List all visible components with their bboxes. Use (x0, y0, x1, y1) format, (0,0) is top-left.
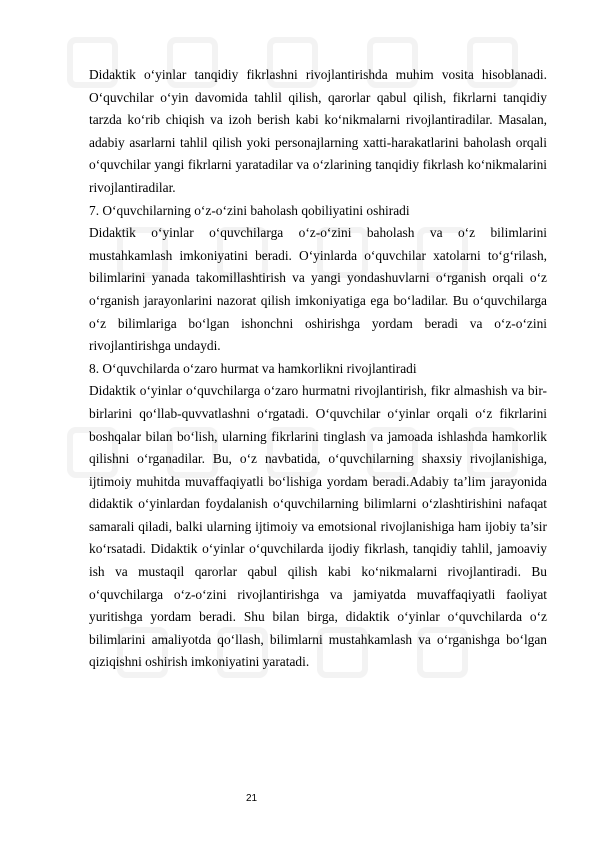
heading-respect-cooperation: 8. O‘quvchilarda o‘zaro hurmat va hamkorlikni rivojlantiradi (89, 360, 417, 376)
document-body (89, 64, 547, 674)
page-number: 21 (246, 793, 258, 804)
paragraph-respect-cooperation: Didaktik o‘yinlar o‘quvchilarga o‘zaro hurmatni rivojlantirish, fikr almashish va bir-birlarini qo‘llab-quvvatlashni o‘rgatadi. O‘quvchilar o‘yinlar orqali o‘z fikrlarini boshqalar bilan bo‘lish, ularning fikrlarini tinglash va jamoada ishlashda hamkorlik qilishni o‘rganadilar. Bu, o‘z navbatida, o‘quvchilarning shaxsiy rivojlanishiga, ijtimoiy muhitda muvaffaqiyatli bo‘lishiga yordam beradi.Adabiy ta’lim jarayonida didaktik o‘yinlardan foydalanish o‘quvchilarning bilimlarni o‘zlashtirishini nafaqat samarali qiladi, balki ularning ijtimoiy va emotsional rivojlanishiga ham ijobiy ta’sir ko‘rsatadi. Didaktik o‘yinlar o‘quvchilarda ijodiy fikrlash, tanqidiy tahlil, jamoaviy ish va mustaqil qarorlar qabul qilish kabi ko‘nikmalarni rivojlantiradi. Bu o‘quvchilarga o‘z-o‘zini rivojlantirishga va jamiyatda muvaffaqiyatli faoliyat yuritishga yordam beradi. Shu bilan birga, didaktik o‘yinlar o‘quvchilarda o‘z bilimlarini amaliyotda qo‘llash, bilimlarni mustahkamlash va o‘rganishga bo‘lgan qiziqishni oshirish imkoniyatini yaratadi. (89, 383, 547, 670)
heading-self-assessment: 7. O‘quvchilarning o‘z-o‘zini baholash qobiliyatini oshiradi (89, 202, 410, 218)
paragraph-self-assessment: Didaktik o‘yinlar o‘quvchilarga o‘z-o‘zini baholash va o‘z bilimlarini mustahkamlash imkoniyatini beradi. O‘yinlarda o‘quvchilar xatolarni to‘g‘rilash, bilimlarini yanada takomillashtirish va yangi yondashuvlarni o‘rganish orqali o‘z o‘rganish jarayonlarini nazorat qilish imkoniyatiga ega bo‘ladilar. Bu o‘quvchilarga o‘z bilimlariga bo‘lgan ishonchni oshirishga yordam beradi va o‘z-o‘zini rivojlantirishga undaydi. (89, 225, 547, 354)
paragraph-critical-thinking: Didaktik o‘yinlar tanqidiy fikrlashni rivojlantirishda muhim vosita hisoblanadi. O‘quvchilar o‘yin davomida tahlil qilish, qarorlar qabul qilish, fikrlarni tanqidiy tarzda ko‘rib chiqish va izoh berish kabi ko‘nikmalarni rivojlantiradilar. Masalan, adabiy asarlarni tahlil qilish yoki personajlarning xatti-harakatlarini baholash orqali o‘quvchilar yangi fikrlarni yaratadilar va o‘zlarining tanqidiy fikrlash ko‘nikmalarini rivojlantiradilar. (89, 67, 547, 195)
